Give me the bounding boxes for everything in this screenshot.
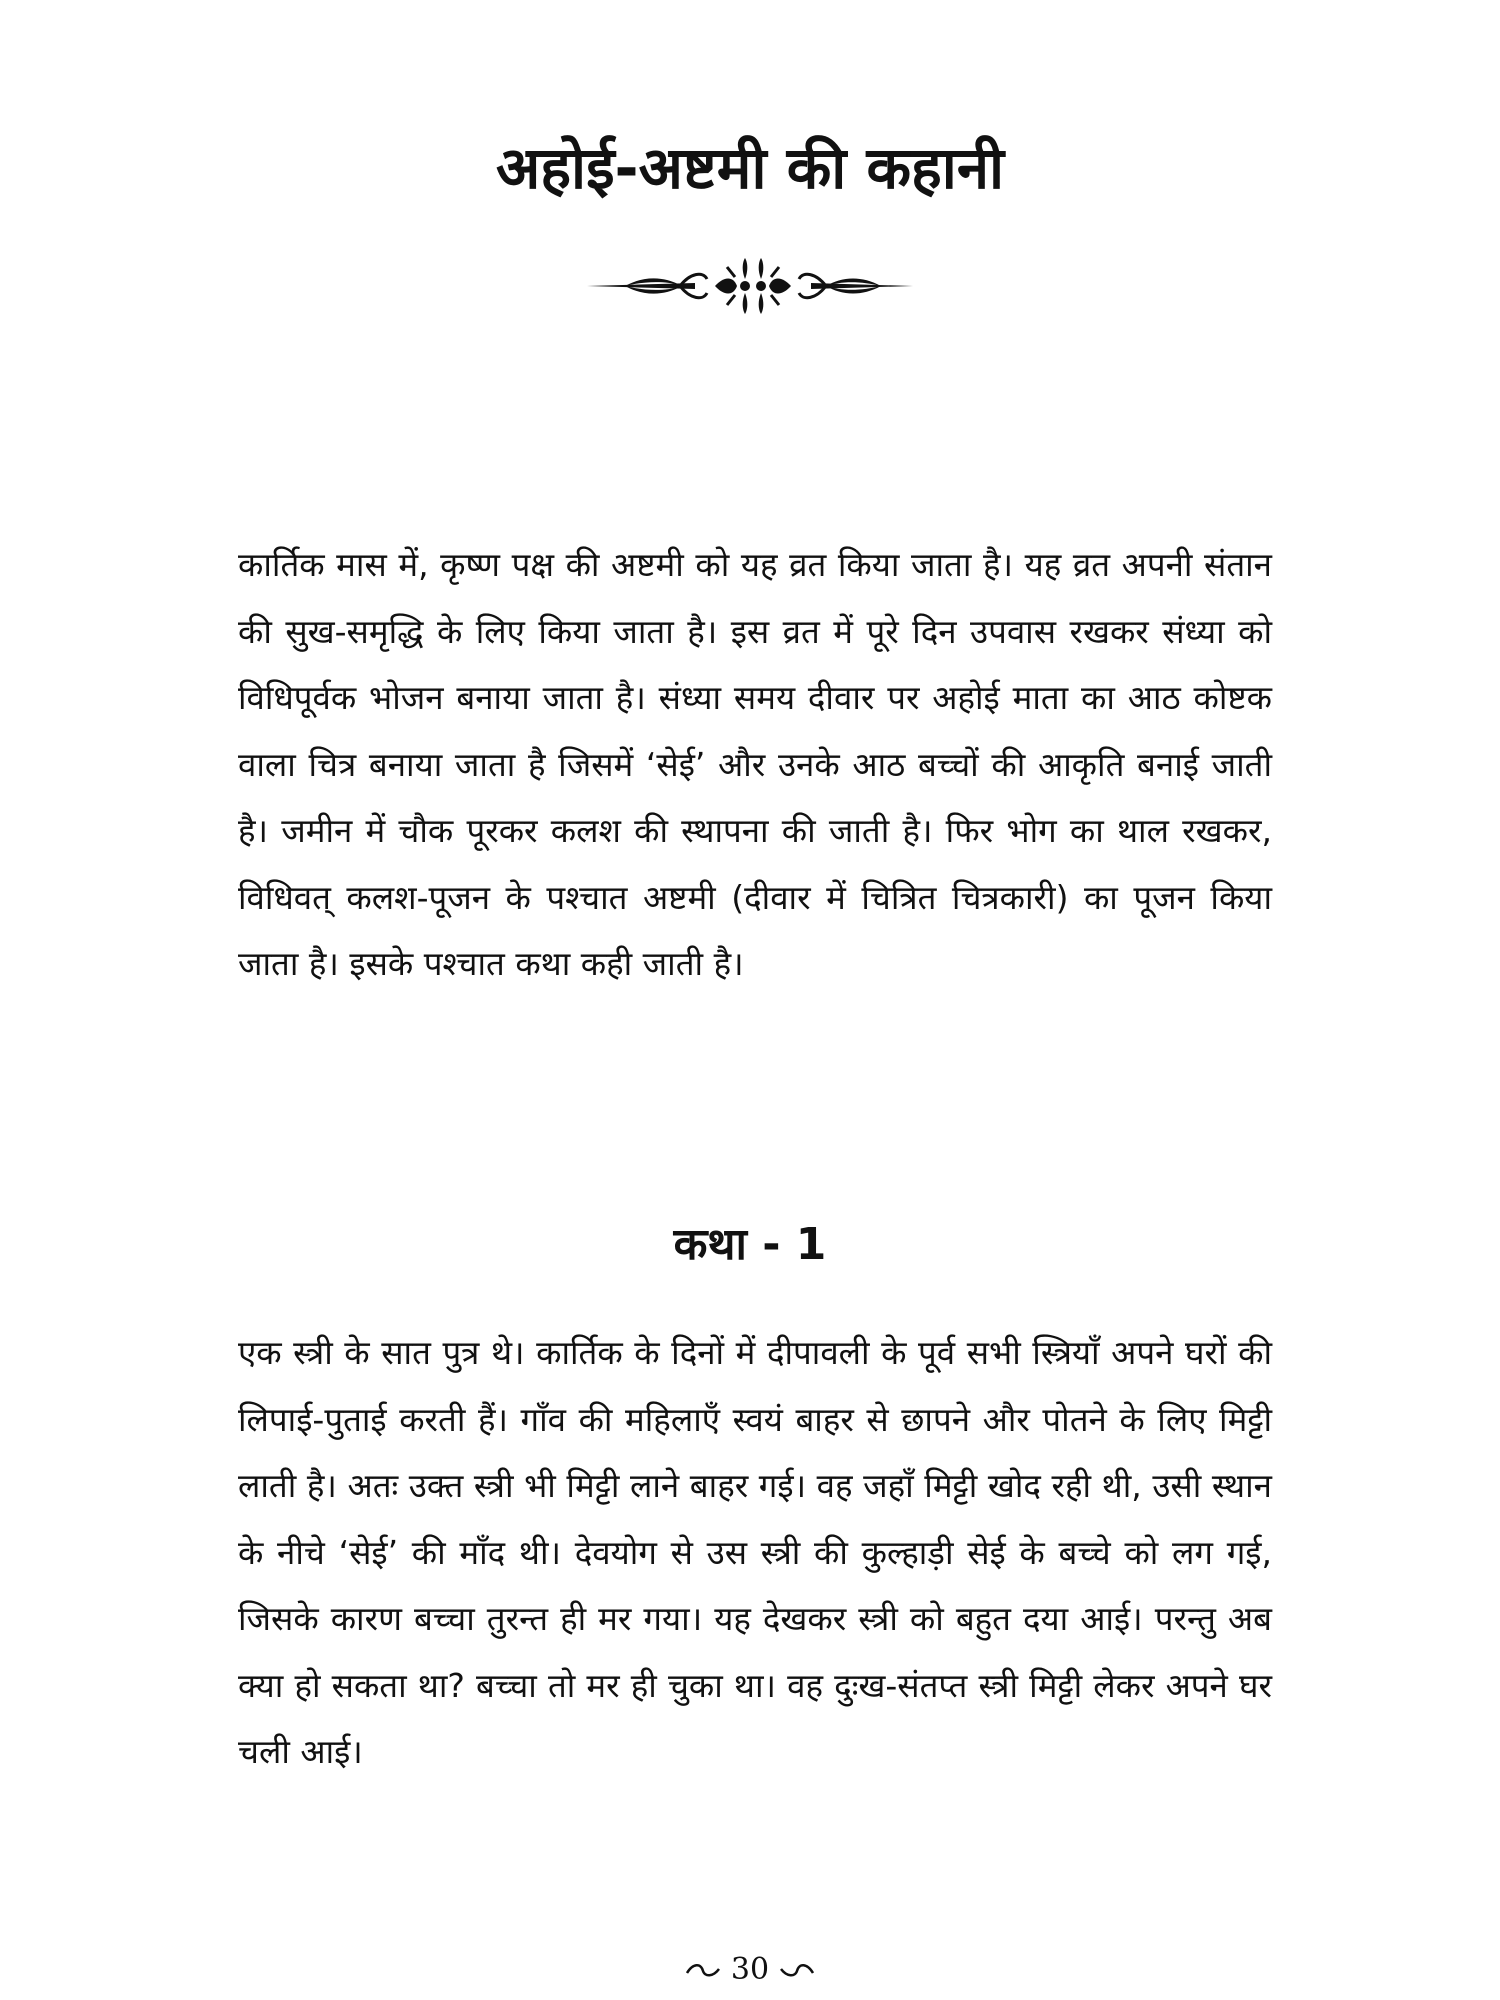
page-footer xyxy=(0,1950,1500,1990)
decorative-divider-icon xyxy=(585,255,915,317)
swirl-icon xyxy=(779,1961,815,1981)
section-heading: कथा - 1 xyxy=(673,1219,827,1270)
story-paragraph: एक स्त्री के सात पुत्र थे। कार्तिक के दिनों में दीपावली के पूर्व सभी स्त्रियाँ अपने घरों की लिपाई-पुताई करती हैं। गाँव की महिलाएँ स्वयं बाहर से छापने और पोतने के लिए मिट्टी लाती है। अतः उक्त स्त्री भी मिट्टी लाने बाहर गई। वह जहाँ मिट्टी खोद रही थी, उसी स्थान के नीचे ‘सेई’ की माँद थी। देवयोग से उस स्त्री की कुल्हाड़ी सेई के बच्चे को लग गई, जिसके कारण बच्चा तुरन्त ही मर गया। यह देखकर स्त्री को बहुत दया आई। परन्तु अब क्या हो सकता था? बच्चा तो मर ही चुका था। वह दुःख-संतप्त स्त्री मिट्टी लेकर अपने घर चली आई। xyxy=(238,1333,1272,1771)
intro-paragraph: कार्तिक मास में, कृष्ण पक्ष की अष्टमी को यह व्रत किया जाता है। यह व्रत अपनी संतान की सुख-समृद्धि के लिए किया जाता है। इस व्रत में पूरे दिन उपवास रखकर संध्या को विधिपूर्वक भोजन बनाया जाता है। संध्या समय दीवार पर अहोई माता का आठ कोष्टक वाला चित्र बनाया जाता है जिसमें ‘सेई’ और उनके आठ बच्चों की आकृति बनाई जाती है। जमीन में चौक पूरकर कलश की स्थापना की जाती है। फिर भोग का थाल रखकर, विधिवत् कलश-पूजन के पश्चात अष्टमी (दीवार में चित्रित चित्रकारी) का पूजन किया जाता है। इसके पश्चात कथा कही जाती है। xyxy=(238,545,1272,983)
swirl-icon xyxy=(685,1961,721,1981)
page-number: 30 xyxy=(730,1952,770,1987)
page-title: अहोई-अष्टमी की कहानी xyxy=(495,134,1005,202)
